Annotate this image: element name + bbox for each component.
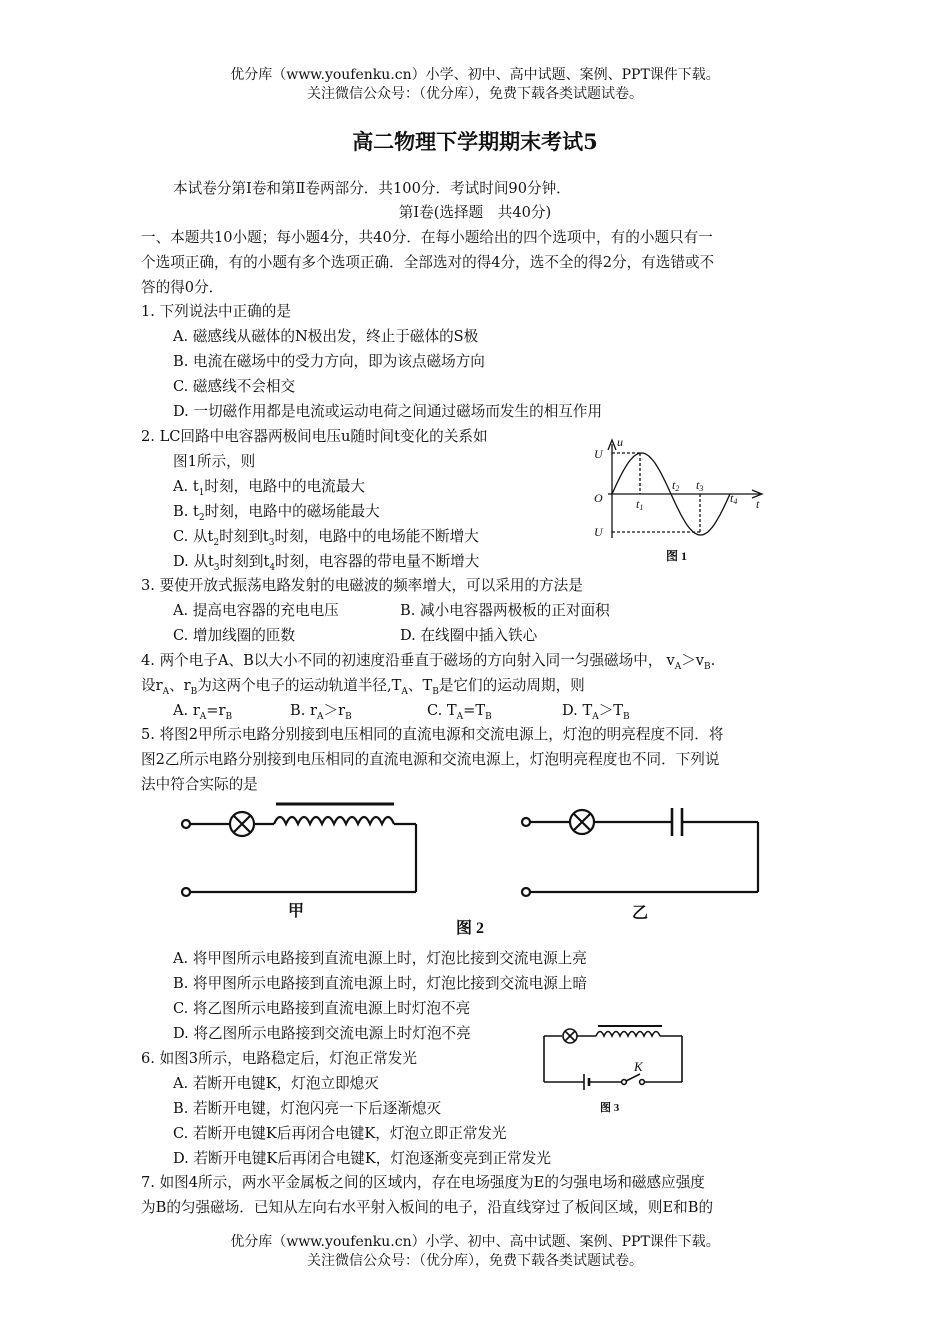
t-axis-label: t xyxy=(756,497,760,511)
q4-stem-2: 设$r_A$、$r_B$为这两个电子的运动轨道半径$,T_A$、$T_B$是它们的运动周期，则 xyxy=(141,677,585,697)
origin-label: O xyxy=(594,491,603,505)
q5-option-a: A. 将甲图所示电路接到直流电源上时，灯泡比接到交流电源上亮 xyxy=(173,950,587,967)
switch-k xyxy=(622,1074,645,1084)
q7-stem-1: 7. 如图4所示，两水平金属板之间的区域内，存在电场强度为E的匀强电场和磁感应强度 xyxy=(141,1174,705,1191)
q2-option-c: C. 从$t_2$时刻到$t_3$时刻，电路中的电场能不断增大 xyxy=(173,528,479,548)
header-line-1: 优分库（www.youfenku.cn）小学、初中、高中试题、案例、PPT课件下载。 xyxy=(230,67,720,83)
figure-2-label-left: 甲 xyxy=(288,903,305,920)
figure-3-caption: 图 3 xyxy=(600,1102,620,1114)
q3-option-a: A. 提高电容器的充电电压 xyxy=(173,602,339,619)
q3-option-c: C. 增加线圈的匝数 xyxy=(173,627,296,644)
terminal-top-left xyxy=(182,820,190,828)
figure-3 xyxy=(538,1022,688,1118)
q5-stem-3: 法中符合实际的是 xyxy=(141,776,258,793)
terminal-bottom-right xyxy=(522,888,530,896)
q4-option-a: A. $r_A=r_B$ xyxy=(173,702,233,722)
page-title: 高二物理下学期期末考试5 xyxy=(352,129,598,154)
instructions-line-1: 一、本题共10小题；每小题4分，共40分．在每小题给出的四个选项中，有的小题只有一 xyxy=(141,229,713,246)
q1-option-d: D. 一切磁作用都是电流或运动电荷之间通过磁场而发生的相互作用 xyxy=(173,403,603,420)
q5-stem-2: 图2乙所示电路分别接到电压相同的直流电源和交流电源上，灯泡明亮程度也不同．下列说 xyxy=(141,751,720,768)
q2-stem-1: 2. LC回路中电容器两极间电压u随时间t变化的关系如 xyxy=(141,428,488,445)
q6-stem: 6. 如图3所示，电路稳定后，灯泡正常发光 xyxy=(141,1050,417,1067)
lamp-right xyxy=(570,810,594,834)
t3-label: t3 xyxy=(696,478,704,493)
q7-stem-2: 为B的匀强磁场．已知从左向右水平射入板间的电子，沿直线穿过了板间区域，则E和B的 xyxy=(141,1199,714,1216)
lamp-fig3 xyxy=(563,1029,577,1043)
q6-option-c: C. 若断开电键K后再闭合电键K，灯泡立即正常发光 xyxy=(173,1125,507,1142)
battery-fig3 xyxy=(584,1074,589,1090)
q5-stem-1: 5. 将图2甲所示电路分别接到电压相同的直流电源和交流电源上，灯泡的明亮程度不同．将 xyxy=(141,726,724,743)
q3-option-d: D. 在线圈中插入铁心 xyxy=(400,627,538,644)
q1-option-c: C. 磁感线不会相交 xyxy=(173,378,296,395)
figure-2-caption: 图 2 xyxy=(456,920,485,937)
capacitor xyxy=(672,808,682,836)
figure-1-caption: 图 1 xyxy=(666,549,688,563)
q4-option-b: B. $r_A>r_B$ xyxy=(290,702,352,722)
u-bottom-label: U xyxy=(594,525,603,539)
q2-option-d: D. 从$t_3$时刻到$t_4$时刻，电容器的带电量不断增大 xyxy=(173,553,480,573)
q2-option-b: B. $t_2$时刻，电路中的磁场能最大 xyxy=(173,503,380,523)
t4-label: t4 xyxy=(730,491,738,506)
q2-option-a: A. $t_1$时刻，电路中的电流最大 xyxy=(173,478,365,498)
inductor-fig3 xyxy=(596,1032,660,1037)
footer-line-1: 优分库（www.youfenku.cn）小学、初中、高中试题、案例、PPT课件下载。 xyxy=(230,1234,720,1250)
q4-option-c: C. $T_A=T_B$ xyxy=(427,702,492,722)
figure-2-label-right: 乙 xyxy=(632,905,649,922)
t2-label: t2 xyxy=(672,478,680,493)
q4-stem-1: 4. 两个电子A、B以大小不同的初速度沿垂直于磁场的方向射入同一匀强磁场中， $v_A>v_B$. xyxy=(141,652,716,672)
header-line-2: 关注微信公众号：（优分库），免费下载各类试题试卷。 xyxy=(307,86,643,102)
part1-heading: 第Ⅰ卷(选择题 共40分) xyxy=(398,204,552,221)
figure-2 xyxy=(176,800,786,940)
switch-k-label: K xyxy=(634,1059,643,1074)
q5-option-b: B. 将甲图所示电路接到直流电源上时，灯泡比接到交流电源上暗 xyxy=(173,975,588,992)
q6-option-d: D. 若断开电键K后再闭合电键K，灯泡逐渐变亮到正常发光 xyxy=(173,1150,551,1167)
q5-option-c: C. 将乙图所示电路接到直流电源上时灯泡不亮 xyxy=(173,1000,471,1017)
footer-line-2: 关注微信公众号：（优分库），免费下载各类试题试卷。 xyxy=(307,1253,643,1269)
terminal-top-right xyxy=(522,818,530,826)
lamp-left xyxy=(230,812,254,836)
q6-option-b: B. 若断开电键，灯泡闪亮一下后逐渐熄灭 xyxy=(173,1100,442,1117)
q1-option-a: A. 磁感线从磁体的N极出发，终止于磁体的S极 xyxy=(173,328,479,345)
q1-stem: 1. 下列说法中正确的是 xyxy=(141,303,291,320)
q4-option-d: D. $T_A>T_B$ xyxy=(562,702,630,722)
u-top-label: U xyxy=(594,447,603,461)
q6-option-a: A. 若断开电键K，灯泡立即熄灭 xyxy=(173,1075,379,1092)
u-axis-label: u xyxy=(617,435,623,449)
inductor-coil xyxy=(274,817,394,824)
instructions-line-3: 答的得0分． xyxy=(141,279,224,296)
q3-option-b: B. 减小电容器两极板的正对面积 xyxy=(400,602,610,619)
q2-stem-2: 图1所示，则 xyxy=(173,453,256,470)
q1-option-b: B. 电流在磁场中的受力方向，即为该点磁场方向 xyxy=(173,353,485,370)
intro: 本试卷分第Ⅰ卷和第Ⅱ卷两部分．共100分．考试时间90分钟． xyxy=(173,180,571,197)
instructions-line-2: 个选项正确，有的小题有多个选项正确．全部选对的得4分，选不全的得2分，有选错或不 xyxy=(141,254,715,271)
t1-label: t1 xyxy=(636,497,644,512)
terminal-bottom-left xyxy=(182,888,190,896)
q3-stem: 3. 要使开放式振荡电路发射的电磁波的频率增大，可以采用的方法是 xyxy=(141,577,583,594)
q5-option-d: D. 将乙图所示电路接到交流电源上时灯泡不亮 xyxy=(173,1025,471,1042)
figure-1 xyxy=(588,432,768,568)
